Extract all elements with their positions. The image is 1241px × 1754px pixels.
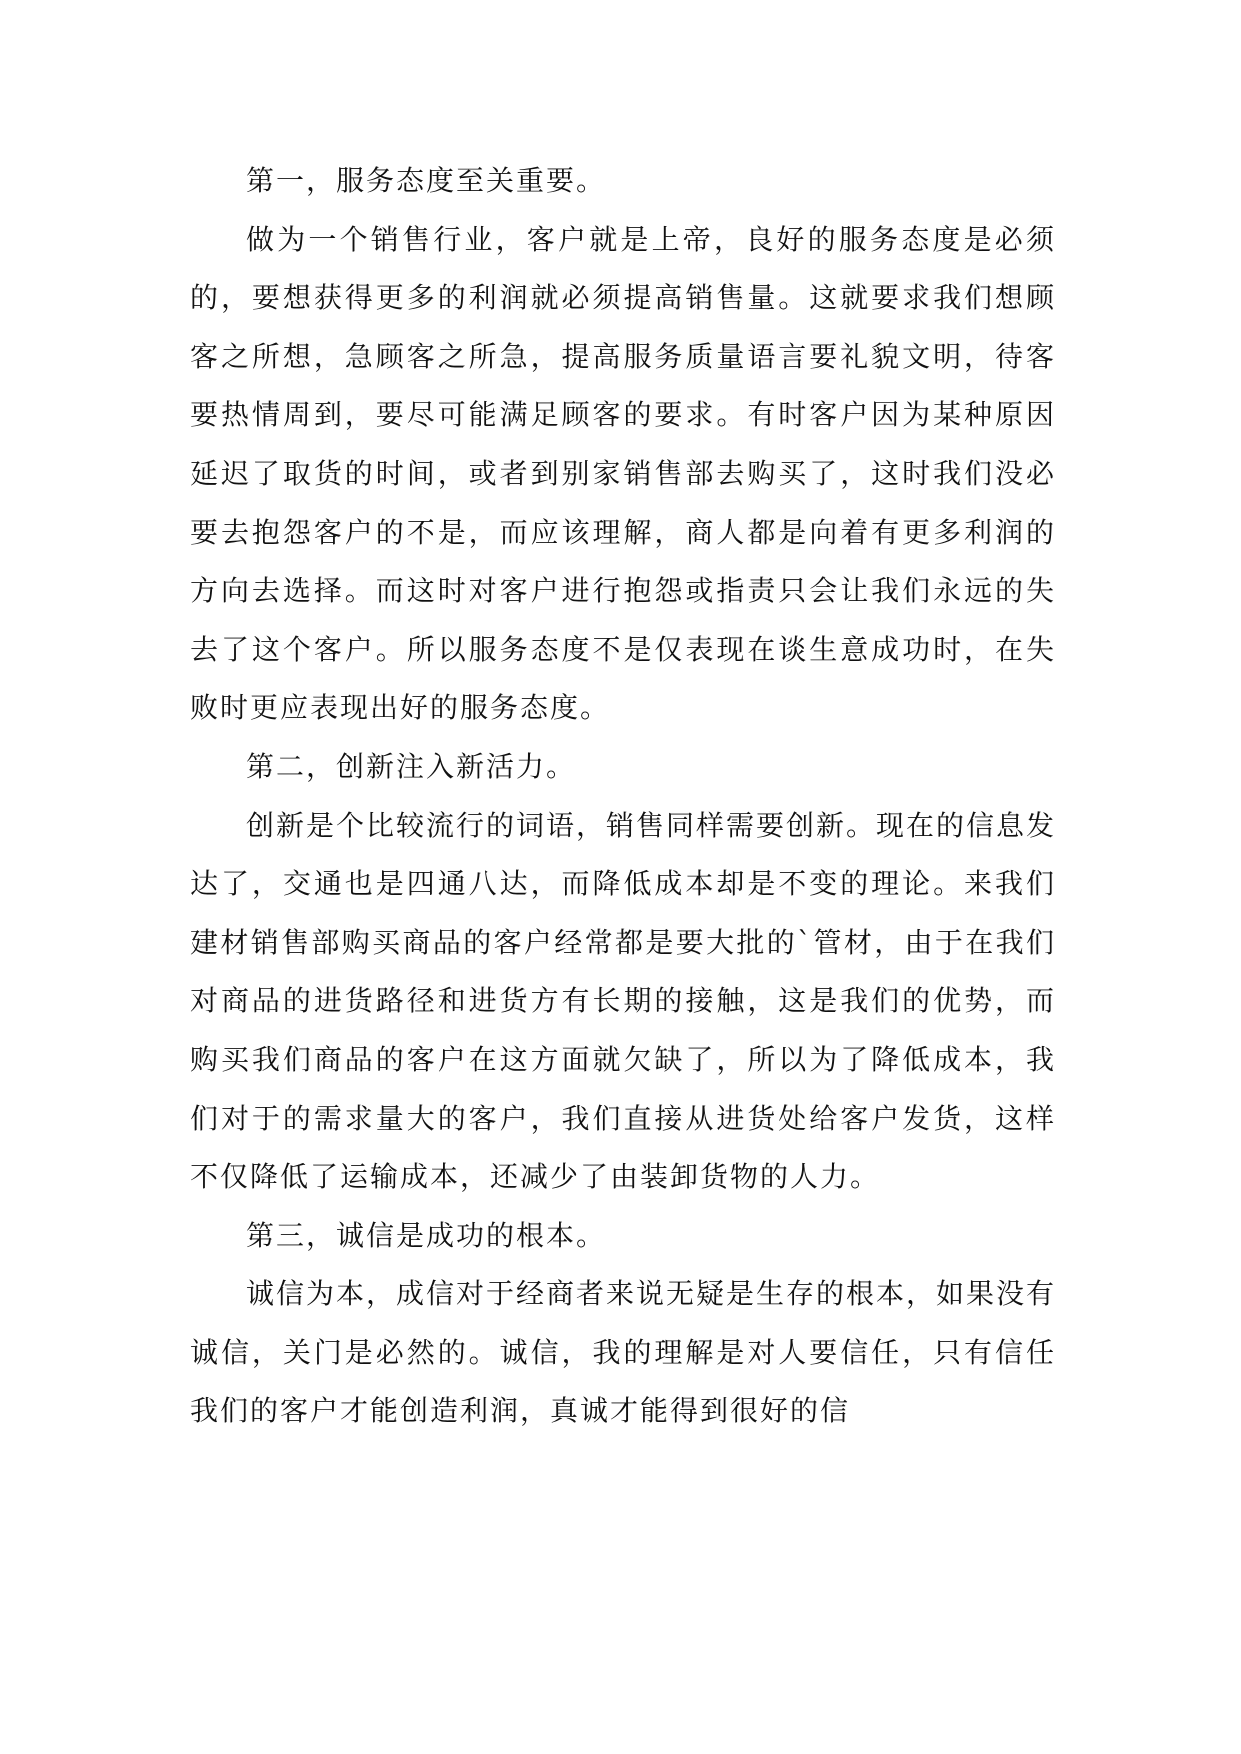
paragraph-innovation: 创新是个比较流行的词语，销售同样需要创新。现在的信息发达了，交通也是四通八达，而降低成本却是不变的理论。来我们建材销售部购买商品的客户经常都是要大批的`管材，由于在我们对商品的进货路径和进货方有长期的接触，这是我们的优势，而购买我们商品的客户在这方面就欠缺了，所以为了降低成本，我们对于的需求量大的客户，我们直接从进货处给客户发货，这样不仅降低了运输成本，还减少了由装卸货物的人力。: [190, 808, 1057, 1194]
heading-service-attitude: 第一，服务态度至关重要。: [246, 164, 607, 197]
heading-integrity: 第三，诚信是成功的根本。: [246, 1218, 607, 1252]
paragraph-integrity: 诚信为本，成信对于经商者来说无疑是生存的根本，如果没有诚信，关门是必然的。诚信，我的理解是对人要信任，只有信任我们的客户才能创造利润，真诚才能得到很好的信: [190, 1277, 1057, 1428]
document-page: [190, 152, 1056, 1441]
paragraph-service-attitude: 做为一个销售行业，客户就是上帝，良好的服务态度是必须的，要想获得更多的利润就必须提高销售量。这就要求我们想顾客之所想，急顾客之所急，提高服务质量语言要礼貌文明，待客要热情周到，要尽可能满足顾客的要求。有时客户因为某种原因延迟了取货的时间，或者到别家销售部去购买了，这时我们没必要去抱怨客户的不是，而应该理解，商人都是向着有更多利润的方向去选择。而这时对客户进行抱怨或指责只会让我们永远的失去了这个客户。所以服务态度不是仅表现在谈生意成功时，在失败时更应表现出好的服务态度。: [190, 222, 1056, 725]
heading-innovation: 第二，创新注入新活力。: [246, 749, 577, 783]
